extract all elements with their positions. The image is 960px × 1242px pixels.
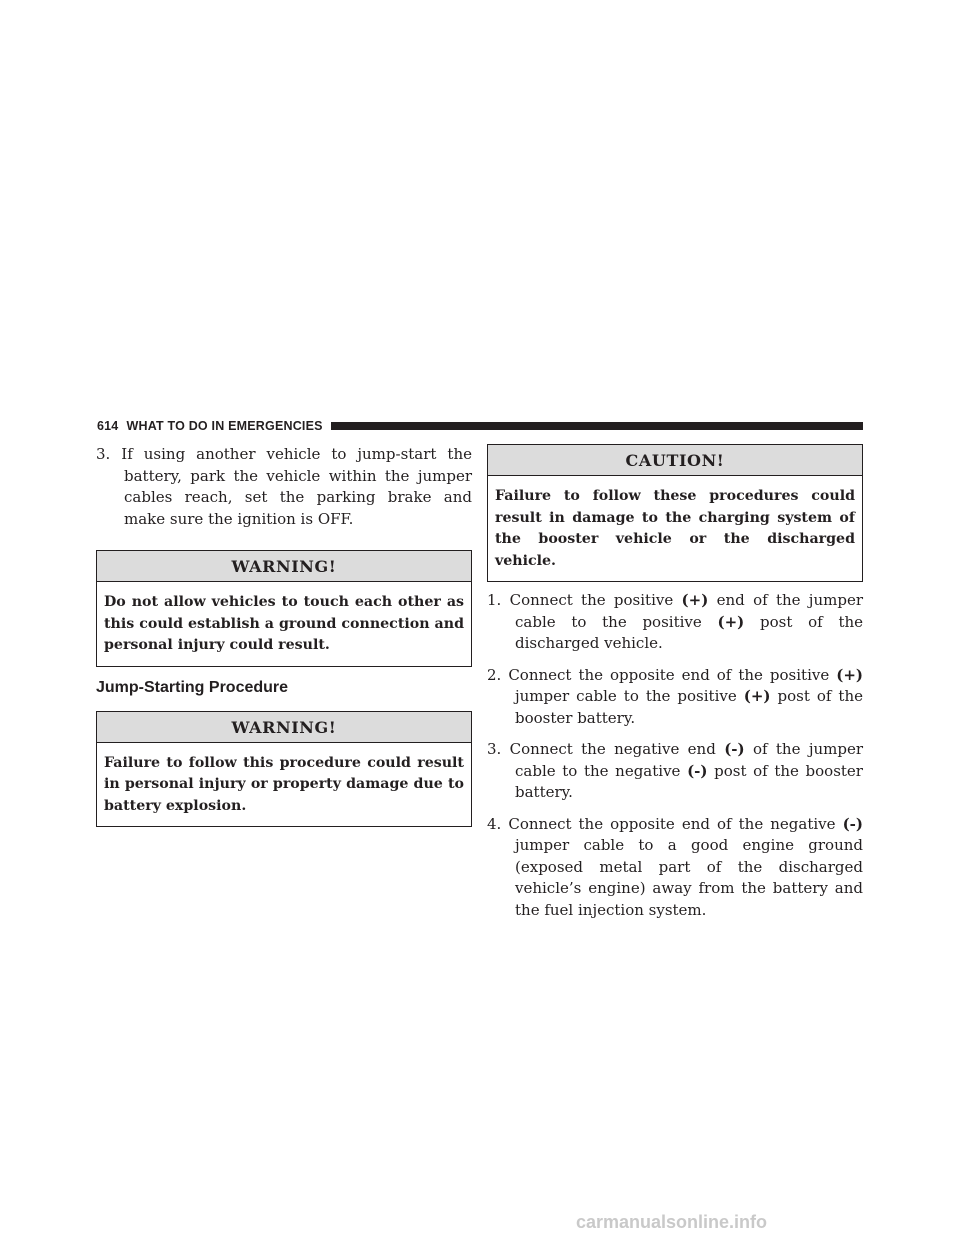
warning-body: Do not allow vehicles to touch each other as this could establish a ground connection and personal injury could result. bbox=[104, 594, 464, 653]
caution-box bbox=[487, 444, 863, 582]
step-number: 3. bbox=[96, 445, 111, 463]
step-number: 2. bbox=[487, 665, 502, 684]
step-text: of the jumper cable to the negative bbox=[515, 740, 863, 780]
caution-body: Failure to follow these procedures could result in damage to the charging system of the booster vehicle or the discharged vehicle. bbox=[495, 488, 855, 569]
watermark: carmanualsonline.info bbox=[576, 1212, 768, 1232]
caution-title: CAUTION! bbox=[488, 445, 862, 476]
step-text: jumper cable to the positive bbox=[515, 687, 737, 705]
step-text: If using another vehicle to jump-start the battery, park the vehicle within the jumper cables reach, set the parking brake and make sure the ignition is OFF. bbox=[121, 445, 472, 528]
step-1-connect-positive bbox=[487, 590, 863, 655]
step-number: 1. bbox=[487, 591, 502, 609]
header-rule bbox=[331, 422, 863, 430]
left-column bbox=[96, 444, 472, 827]
step-text: post of the booster battery. bbox=[515, 687, 863, 727]
step-text: jumper cable to a good engine ground (exposed metal part of the discharged vehicle’s engine) away from the battery and the fuel injection system. bbox=[515, 836, 863, 919]
step-3-connect-negative bbox=[487, 739, 863, 804]
warning-body: Failure to follow this procedure could result in personal injury or property damage due to battery explosion. bbox=[104, 754, 464, 814]
page-header bbox=[97, 418, 863, 434]
polarity-symbol: (-) bbox=[724, 740, 745, 758]
page-number: 614 bbox=[97, 419, 119, 433]
step-text: Connect the opposite end of the negative bbox=[508, 814, 836, 833]
step-text: Connect the opposite end of the positive bbox=[508, 665, 830, 684]
warning-box-vehicles-touch bbox=[96, 550, 472, 667]
right-column bbox=[487, 444, 863, 921]
warning-title: WARNING! bbox=[97, 712, 471, 743]
polarity-symbol: (+) bbox=[743, 687, 771, 705]
step-number: 4. bbox=[487, 814, 502, 833]
warning-title: WARNING! bbox=[97, 551, 471, 582]
step-text: Connect the positive bbox=[509, 591, 674, 609]
step-3-park-vehicle bbox=[96, 444, 472, 530]
polarity-symbol: (+) bbox=[717, 612, 745, 631]
step-4-connect-ground bbox=[487, 814, 863, 922]
polarity-symbol: (-) bbox=[842, 814, 863, 833]
step-text: Connect the negative end bbox=[509, 740, 716, 758]
step-text: end of the jumper cable to the positive bbox=[515, 591, 863, 631]
warning-box-procedure bbox=[96, 711, 472, 828]
step-text: post of the booster battery. bbox=[515, 761, 863, 801]
polarity-symbol: (-) bbox=[687, 761, 708, 780]
step-text: post of the discharged vehicle. bbox=[515, 612, 864, 652]
step-2-connect-positive-booster bbox=[487, 665, 863, 730]
section-title: WHAT TO DO IN EMERGENCIES bbox=[126, 419, 323, 433]
subheading-jump-starting: Jump-Starting Procedure bbox=[96, 678, 289, 696]
step-number: 3. bbox=[487, 740, 502, 758]
polarity-symbol: (+) bbox=[836, 665, 863, 684]
polarity-symbol: (+) bbox=[681, 591, 709, 609]
